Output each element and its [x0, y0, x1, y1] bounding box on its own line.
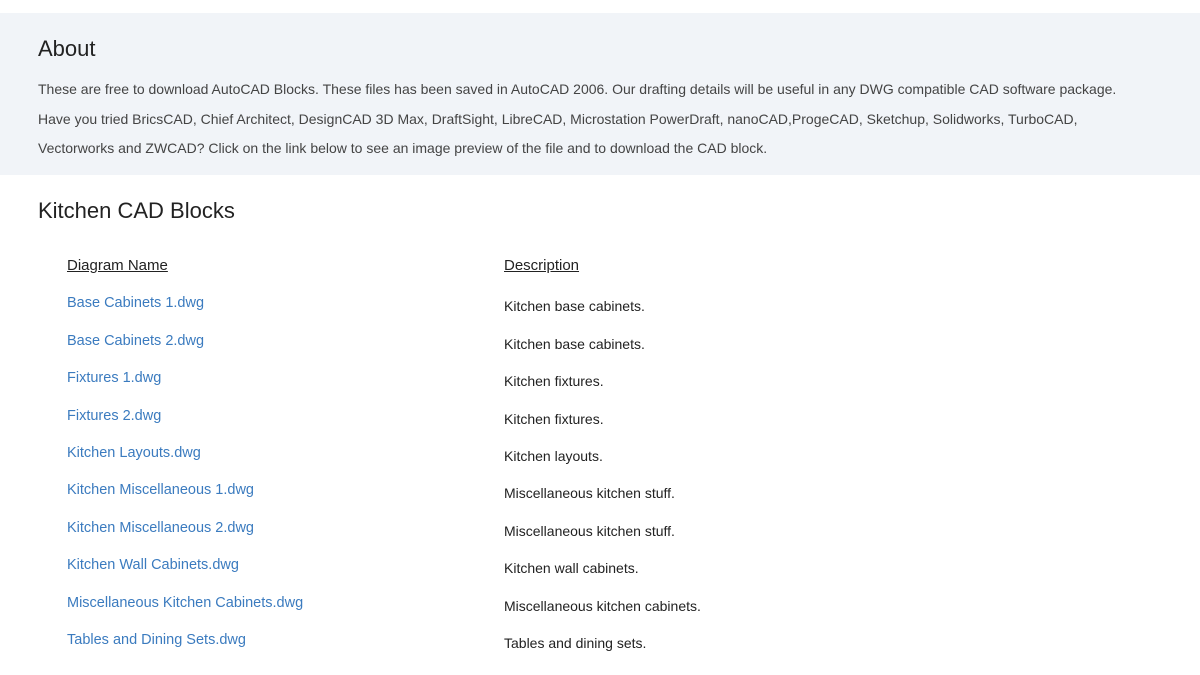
about-title: About: [38, 36, 96, 61]
diagram-link[interactable]: Base Cabinets 1.dwg: [67, 295, 205, 312]
section-title: Kitchen CAD Blocks: [38, 198, 235, 223]
diagram-description: Miscellaneous kitchen stuff.: [504, 522, 675, 539]
diagram-link[interactable]: Kitchen Wall Cabinets.dwg: [67, 557, 239, 574]
table-row: [67, 404, 827, 441]
diagram-link[interactable]: Miscellaneous Kitchen Cabinets.dwg: [67, 594, 304, 611]
header-diagram-name: Diagram Name: [67, 257, 168, 274]
table-row: [67, 366, 827, 403]
table-row: [67, 329, 827, 366]
diagram-link[interactable]: Kitchen Layouts.dwg: [67, 444, 201, 461]
diagram-description: Kitchen base cabinets.: [504, 335, 645, 352]
table-row: [67, 478, 827, 515]
table-row: [67, 291, 827, 328]
table-header-row: [67, 254, 827, 291]
cad-blocks-table: [67, 254, 827, 665]
header-description: Description: [504, 257, 580, 274]
diagram-description: Kitchen fixtures.: [504, 410, 604, 427]
diagram-description: Kitchen fixtures.: [504, 373, 604, 390]
diagram-link[interactable]: Tables and Dining Sets.dwg: [67, 631, 246, 648]
diagram-link[interactable]: Fixtures 1.dwg: [67, 370, 162, 387]
diagram-link[interactable]: Fixtures 2.dwg: [67, 407, 162, 424]
about-panel: [0, 13, 1200, 175]
diagram-description: Kitchen wall cabinets.: [504, 560, 639, 577]
table-row: [67, 553, 827, 590]
table-row: [67, 628, 827, 665]
diagram-link[interactable]: Kitchen Miscellaneous 1.dwg: [67, 482, 254, 499]
diagram-description: Tables and dining sets.: [504, 634, 647, 651]
about-text: These are free to download AutoCAD Blocks. These files has been saved in AutoCAD 2006. Our drafting details will be useful in any DWG compatible CAD software package. Have you tried BricsCAD, Chief Architect, DesignCAD 3D Max, DraftSight, LibreCAD, Microstation PowerDraft, nanoCAD,ProgeCAD, Sketchup, Solidworks, TurboCAD, Vectorworks and ZWCAD? Click on the link below to see an image preview of the file and to download the CAD block.: [38, 81, 1117, 156]
diagram-link[interactable]: Kitchen Miscellaneous 2.dwg: [67, 519, 254, 536]
diagram-description: Miscellaneous kitchen cabinets.: [504, 597, 701, 614]
diagram-description: Miscellaneous kitchen stuff.: [504, 485, 675, 502]
table-row: [67, 516, 827, 553]
table-row: [67, 591, 827, 628]
diagram-description: Kitchen layouts.: [504, 447, 603, 464]
table-row: [67, 441, 827, 478]
diagram-link[interactable]: Base Cabinets 2.dwg: [67, 332, 205, 349]
diagram-description: Kitchen base cabinets.: [504, 298, 645, 315]
